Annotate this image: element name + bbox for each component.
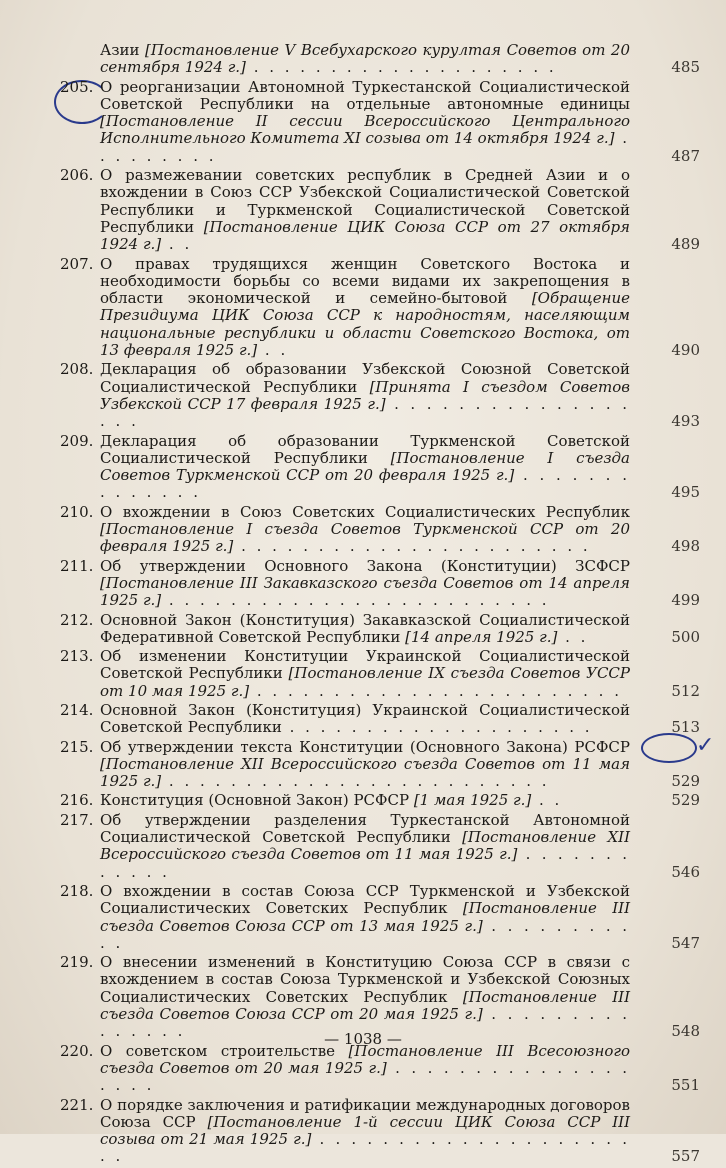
entry-text [100, 792, 700, 809]
leader-dots: . . . . . . . . . . . [100, 916, 630, 952]
entry-number: 213. [60, 647, 94, 666]
entry-source-reference: [Обращение Президиума ЦИК Союза ССР к народностям, населяющим национальные республики и области Советского Востока, от 13 февраля 1925 г.] [100, 289, 630, 360]
leader-dots: . . . . . . . . . . . . [100, 845, 630, 881]
entry-number: 209. [60, 431, 94, 450]
entry-source-reference: [Постановление III съезда Советов Союза ССР от 13 мая 1925 г.] [100, 899, 630, 935]
leader-dots: . . [557, 627, 589, 646]
leader-dots: . . . . . . . . . . . . . . . . . . . . . . . [233, 537, 591, 556]
entry-title: Об утверждении Основного Закона (Конституции) ЗСФСР [100, 556, 630, 575]
entry-text [100, 79, 700, 165]
entry-text [100, 1043, 700, 1095]
entry-page-number: 551 [671, 1076, 700, 1095]
entry-text [100, 702, 700, 737]
entry-title: О реорганизации Автономной Туркестанской Социалистической Советской Республики на отдельные автономные единицы [100, 77, 630, 113]
entry-number: 205. [60, 77, 94, 96]
entry-source-reference: [Постановление I съезда Советов Туркменской ССР от 20 февраля 1925 г.] [100, 520, 630, 556]
leader-dots: . . . . . . . . . [100, 129, 630, 165]
leader-dots: . . . . . . . . . . . . . . . . . . . . . . . . . [161, 772, 550, 791]
leader-dots: . . . . . . . . . . . . . . [100, 466, 630, 502]
entry-title: Конституция (Основной Закон) РСФСР [100, 791, 414, 810]
entry-number: 220. [60, 1041, 94, 1060]
entry-page-number: 498 [671, 537, 700, 556]
entry-title: О вхождении в Союз Советских Социалистических Республик [100, 502, 630, 521]
entry-text [100, 648, 700, 700]
entry-number: 206. [60, 166, 94, 185]
entry-page-number: 487 [671, 146, 700, 165]
entry-text [100, 883, 700, 952]
toc-entry [60, 812, 700, 881]
toc-entry [60, 739, 700, 791]
entry-page-number: 485 [671, 58, 700, 77]
toc-entry [60, 612, 700, 647]
entry-source-reference: [Постановление III съезда Советов Союза ССР от 20 мая 1925 г.] [100, 987, 630, 1024]
entry-source-reference: [Постановление III Закавказского съезда Советов от 14 апреля 1925 г.] [100, 573, 630, 610]
entry-title: О советском строительстве [100, 1041, 349, 1060]
entry-title: Декларация об образовании Узбекской Союзной Советской Социалистической Республики [100, 360, 630, 396]
toc-entry [60, 167, 700, 253]
entry-page-number: 499 [671, 591, 700, 610]
leader-dots: . . [531, 791, 563, 810]
entry-source-reference: [14 апреля 1925 г.] [405, 627, 558, 646]
entry-number: 214. [60, 700, 94, 719]
toc-entry [60, 42, 700, 77]
entry-page-number: 513 [671, 718, 700, 737]
leader-dots: . . . . . . . . . . . . . . . . . . . . [281, 718, 593, 737]
toc-entry [60, 954, 700, 1040]
page-number-footer: — 1038 — [324, 1030, 402, 1048]
entry-number: 218. [60, 881, 94, 900]
entry-text [100, 954, 700, 1040]
toc-entry [60, 504, 700, 556]
toc-entry [60, 433, 700, 502]
entry-number: 221. [60, 1095, 94, 1114]
entry-page-number: 529 [671, 772, 700, 791]
toc-entry [60, 256, 700, 360]
entry-source-reference: [Постановление III Всесоюзного съезда Советов от 20 мая 1925 г.] [100, 1041, 630, 1077]
toc-entry [60, 361, 700, 430]
entry-title: О правах трудящихся женщин Советского Востока и необходимости борьбы со всеми видами их закрепощения в области экономической и семейно-бытовой [100, 254, 630, 308]
entry-page-number: 546 [671, 862, 700, 881]
entry-number: 212. [60, 610, 94, 629]
entry-page-number: 557 [671, 1147, 700, 1166]
entry-text [100, 739, 700, 791]
toc-entry [60, 648, 700, 700]
entry-title: О размежевании советских республик в Средней Азии и о вхождении в Союз ССР Узбекской Социалистической Советской Республики и Туркменской Социалистической Советской Республики [100, 166, 630, 236]
entry-page-number: 529 [671, 791, 700, 810]
leader-dots: . . . . . . . . . . . . . . . . . . . [100, 1058, 630, 1095]
toc-entry [60, 792, 700, 809]
entry-page-number: 500 [671, 627, 700, 646]
entry-title: Об утверждении разделения Туркестанской Автономной Социалистической Советской Республики [100, 810, 630, 847]
entry-source-reference: [Постановление 1-й сессии ЦИК Союза ССР III созыва от 21 мая 1925 г.] [100, 1112, 631, 1149]
entry-title: Азии [100, 41, 146, 59]
entry-title: Об изменении Конституции Украинской Социалистической Советской Республики [100, 647, 630, 683]
entry-number: 215. [60, 737, 94, 756]
leader-dots: . . . . . . . . . . . . . . . . . . . . [245, 58, 557, 77]
pen-check-mark-annotation: ✓ [696, 733, 715, 758]
entry-title: О порядке заключения и ратификации международных договоров Союза ССР [100, 1095, 630, 1131]
entry-page-number: 548 [671, 1022, 700, 1041]
leader-dots: . . . . . . . . . . . . . . . . . . [100, 394, 630, 431]
entry-source-reference: [Постановление V Всебухарского курултая Советов от 20 сентября 1924 г.] [100, 41, 630, 77]
entry-text [100, 812, 700, 881]
entry-page-number: 512 [671, 681, 700, 700]
entry-number: 219. [60, 953, 94, 972]
leader-dots: . . . . . . . . . . . . . . . . . . . . . . . . [249, 681, 622, 700]
entry-text [100, 1097, 700, 1166]
entry-source-reference: [Постановление I съезда Советов Туркменской ССР от 20 февраля 1925 г.] [100, 448, 630, 485]
entry-title: О внесении изменений в Конституцию Союза ССР в связи с вхождением в состав Союза Туркменской и Узбекской Союзных Социалистических Советских Республик [100, 953, 630, 1006]
entry-page-number: 495 [671, 483, 700, 502]
toc-entry [60, 1043, 700, 1095]
entry-source-reference: [Постановление XII Всероссийского съезда Советов от 11 мая 1925 г.] [100, 754, 630, 791]
entry-source-reference: [Принята I съездом Советов Узбекской ССР 17 февраля 1925 г.] [100, 377, 631, 413]
entry-number: 217. [60, 810, 94, 829]
toc-entry [60, 79, 700, 165]
entry-number: 216. [60, 791, 94, 810]
entry-number: 210. [60, 502, 94, 521]
leader-dots: . . . . . . . . . . . . . . . [100, 1005, 630, 1041]
leader-dots: . . . . . . . . . . . . . . . . . . . . . . . . . [161, 591, 550, 610]
entry-text [100, 256, 700, 360]
entry-source-reference: [Постановление IX съезда Советов УССР от 10 мая 1925 г.] [100, 664, 630, 700]
entry-text [100, 361, 700, 430]
entry-text [100, 167, 700, 253]
table-of-contents [60, 42, 700, 1168]
entry-page-number: 490 [671, 341, 700, 360]
leader-dots: . . [161, 235, 193, 254]
entry-text [100, 612, 700, 647]
entry-text [100, 433, 700, 502]
entry-page-number: 547 [671, 933, 700, 952]
entry-title: Основной Закон (Конституция) Закавказской Социалистической Федеративной Советской Республики [100, 610, 630, 646]
entry-page-number: 489 [671, 235, 700, 254]
toc-entry [60, 883, 700, 952]
entry-number: 207. [60, 254, 94, 273]
entry-source-reference: [Постановление II сессии Всероссийского Центрального Исполнительного Комитета XI созыва от 14 октября 1924 г.] [100, 112, 630, 148]
entry-title: О вхождении в состав Союза ССР Туркменской и Узбекской Социалистических Советских Республик [100, 881, 630, 918]
entry-text [100, 558, 700, 610]
toc-entry [60, 1097, 700, 1166]
entry-text [100, 42, 700, 77]
leader-dots: . . . . . . . . . . . . . . . . . . . . . . [100, 1130, 630, 1166]
leader-dots: . . [257, 341, 289, 360]
toc-entry [60, 702, 700, 737]
entry-number: 208. [60, 360, 94, 379]
entry-number: 211. [60, 556, 94, 575]
toc-entry [60, 558, 700, 610]
entry-title: Об утверждении текста Конституции (Основного Закона) РСФСР [100, 737, 630, 756]
entry-title: Декларация об образовании Туркменской Советской Социалистической Республики [100, 431, 630, 467]
entry-source-reference: [1 мая 1925 г.] [413, 791, 532, 810]
entry-title: Основной Закон (Конституция) Украинской Социалистической Советской Республики [100, 700, 630, 737]
entry-text [100, 504, 700, 556]
entry-page-number: 493 [671, 412, 700, 431]
entry-source-reference: [Постановление ЦИК Союза ССР от 27 октября 1924 г.] [100, 217, 630, 254]
entry-source-reference: [Постановление XII Всероссийского съезда Советов от 11 мая 1925 г.] [100, 828, 630, 864]
